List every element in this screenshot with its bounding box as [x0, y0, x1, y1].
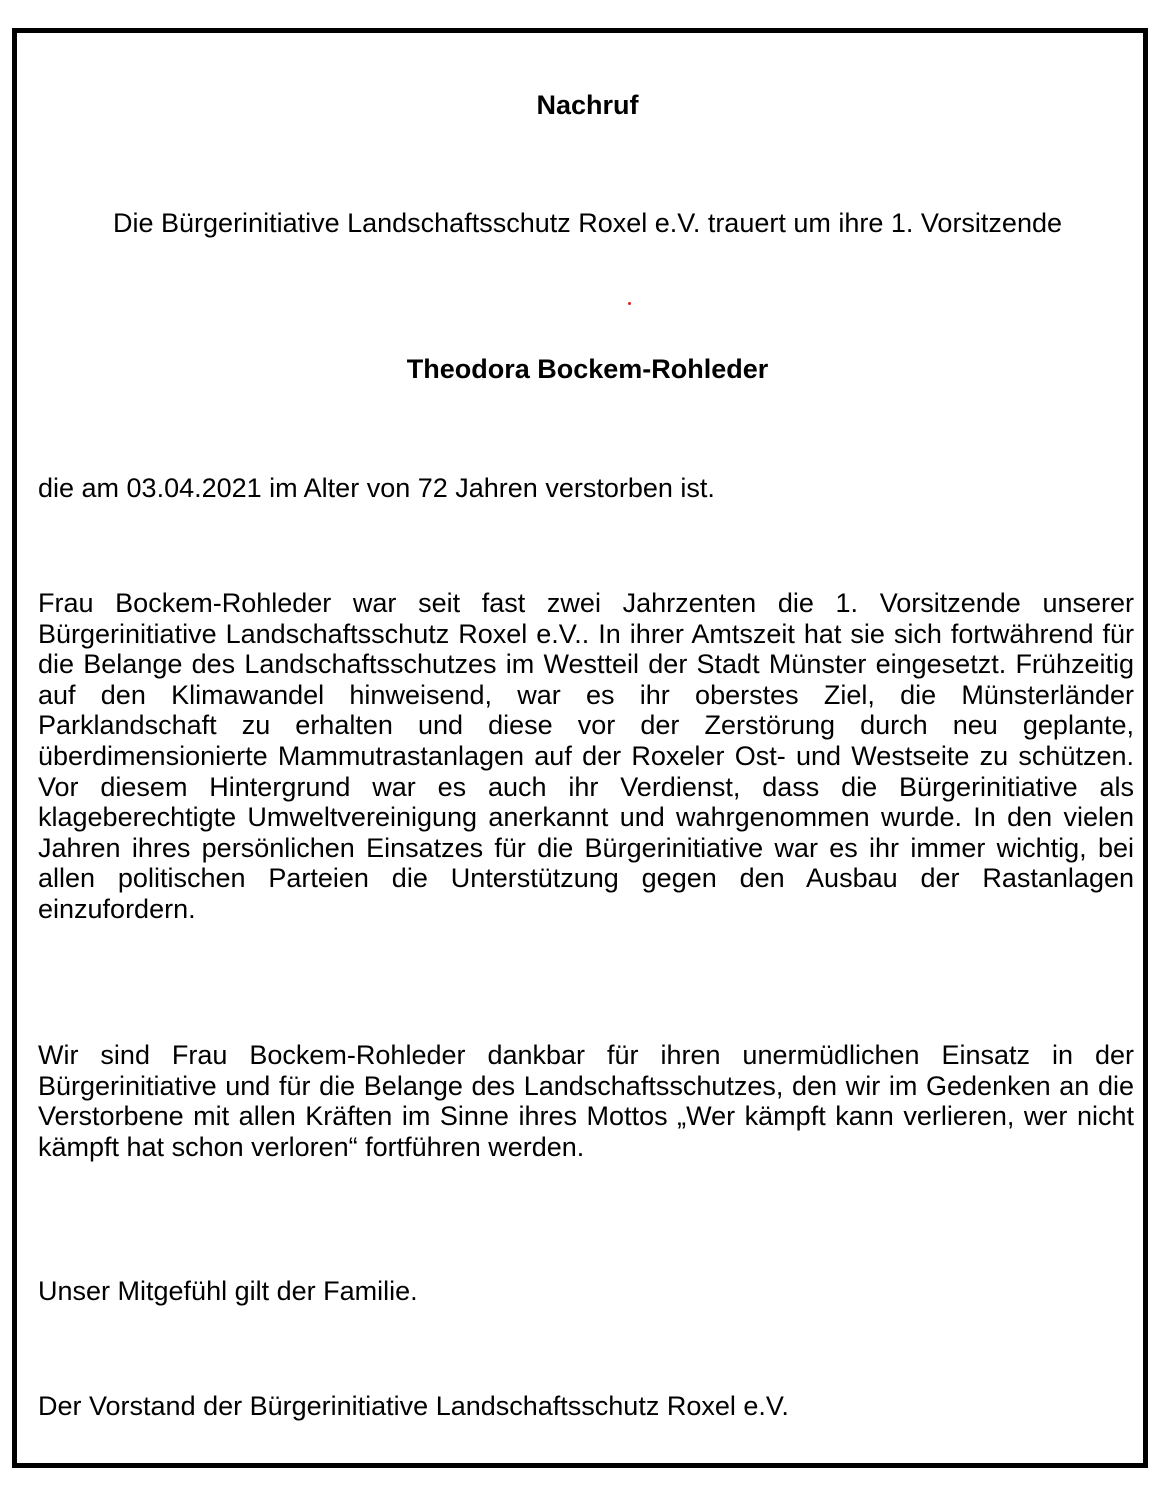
red-dot-mark: [628, 302, 631, 305]
deceased-name: Theodora Bockem-Rohleder: [406, 354, 769, 384]
main-paragraph: Frau Bockem-Rohleder war seit fast zwei Jahrzenten die 1. Vorsitzende unserer Bürgerinitiative Landschaftsschutz Roxel e.V.. In ihrer Amtszeit hat sie sich fortwährend für die Belange des Landschaftsschutzes im Westteil der Stadt Münster eingesetzt. Frühzeitig auf den Klimawandel hinweisend, war es ihr oberstes Ziel, die Münsterländer Parklandschaft zu erhalten und diese vor der Zerstörung durch neu geplante, überdimensionierte Mammutrastanlagen auf der Roxeler Ost- und Westseite zu schützen. Vor diesem Hintergrund war es auch ihr Verdienst, dass die Bürgerinitiative als klageberechtigte Umweltvereinigung anerkannt und wahrgenommen wurde. In den vielen Jahren ihres persönlichen Einsatzes für die Bürgerinitiative war es ihr immer wichtig, bei allen politischen Parteien die Unterstützung gegen den Ausbau der Rastanlagen einzufordern.: [38, 588, 1134, 924]
intro-text: Die Bürgerinitiative Landschaftsschutz Roxel e.V. trauert um ihre 1. Vorsitzende: [113, 208, 1062, 238]
document-title: Nachruf: [536, 90, 639, 120]
signature-line: Der Vorstand der Bürgerinitiative Landschaftsschutz Roxel e.V.: [38, 1391, 789, 1421]
sympathy-line: Unser Mitgefühl gilt der Familie.: [38, 1276, 418, 1306]
thanks-paragraph: Wir sind Frau Bockem-Rohleder dankbar für ihren unermüdlichen Einsatz in der Bürgerinitiative und für die Belange des Landschaftsschutzes, den wir im Gedenken an die Verstorbene mit allen Kräften im Sinne ihres Mottos „Wer kämpft kann verlieren, wer nicht kämpft hat schon verloren“ fortführen werden.: [38, 1040, 1134, 1162]
date-line: die am 03.04.2021 im Alter von 72 Jahren verstorben ist.: [38, 473, 715, 503]
